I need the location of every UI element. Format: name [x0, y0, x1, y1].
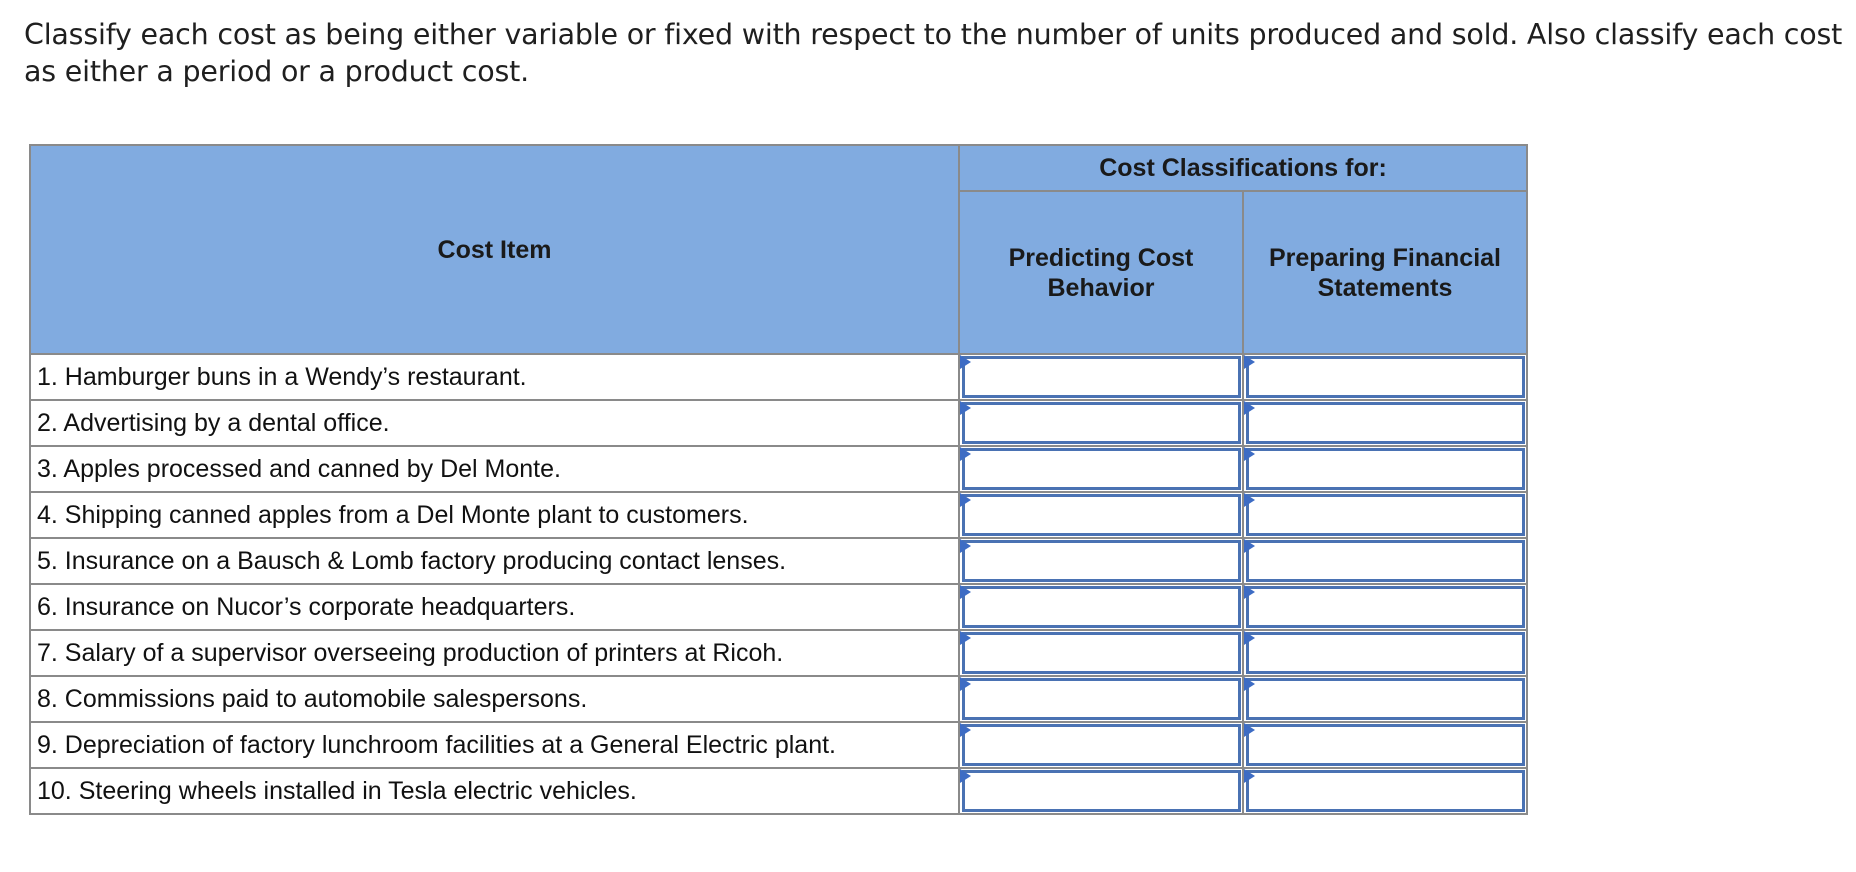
- dropdown-indicator-icon: [960, 355, 971, 369]
- dropdown-indicator-icon: [960, 493, 971, 507]
- cost-item-label: 5. Insurance on a Bausch & Lomb factory producing contact lenses.: [30, 538, 959, 584]
- dropdown-indicator-icon: [1244, 769, 1255, 783]
- dropdown-indicator-icon: [1244, 723, 1255, 737]
- dropdown-indicator-icon: [1244, 447, 1255, 461]
- answer-cell: [959, 446, 1243, 492]
- answer-cell: [1243, 768, 1527, 814]
- cost-item-label: 8. Commissions paid to automobile salespersons.: [30, 676, 959, 722]
- cost-item-label: 6. Insurance on Nucor’s corporate headquarters.: [30, 584, 959, 630]
- table-row: [30, 354, 1527, 400]
- table-row: [30, 400, 1527, 446]
- header-cost-item: Cost Item: [30, 145, 959, 354]
- header-predicting-cost-behavior: Predicting Cost Behavior: [959, 191, 1243, 354]
- header-cost-classifications: Cost Classifications for:: [959, 145, 1527, 191]
- dropdown-indicator-icon: [1244, 493, 1255, 507]
- cost-behavior-dropdown[interactable]: [962, 448, 1241, 490]
- cost-behavior-dropdown[interactable]: [962, 770, 1241, 812]
- cost-item-label: 2. Advertising by a dental office.: [30, 400, 959, 446]
- instructions-text: Classify each cost as being either variable or fixed with respect to the number of units produced and sold. Also classify each cost as either a period or a product cost.: [24, 18, 1843, 88]
- table-row: [30, 768, 1527, 814]
- answer-cell: [959, 630, 1243, 676]
- dropdown-indicator-icon: [960, 723, 971, 737]
- cost-behavior-dropdown[interactable]: [962, 724, 1241, 766]
- answer-cell: [1243, 630, 1527, 676]
- financial-statement-dropdown[interactable]: [1246, 448, 1525, 490]
- cost-behavior-dropdown[interactable]: [962, 494, 1241, 536]
- answer-cell: [959, 722, 1243, 768]
- answer-cell: [1243, 584, 1527, 630]
- answer-cell: [1243, 538, 1527, 584]
- cost-behavior-dropdown[interactable]: [962, 356, 1241, 398]
- cost-behavior-dropdown[interactable]: [962, 586, 1241, 628]
- cost-item-label: 9. Depreciation of factory lunchroom facilities at a General Electric plant.: [30, 722, 959, 768]
- financial-statement-dropdown[interactable]: [1246, 770, 1525, 812]
- financial-statement-dropdown[interactable]: [1246, 540, 1525, 582]
- answer-cell: [959, 492, 1243, 538]
- dropdown-indicator-icon: [1244, 401, 1255, 415]
- answer-cell: [1243, 676, 1527, 722]
- dropdown-indicator-icon: [960, 769, 971, 783]
- dropdown-indicator-icon: [960, 539, 971, 553]
- financial-statement-dropdown[interactable]: [1246, 678, 1525, 720]
- table-row: [30, 492, 1527, 538]
- answer-cell: [959, 676, 1243, 722]
- dropdown-indicator-icon: [1244, 585, 1255, 599]
- answer-cell: [1243, 492, 1527, 538]
- dropdown-indicator-icon: [960, 585, 971, 599]
- table-row: [30, 630, 1527, 676]
- cost-behavior-dropdown[interactable]: [962, 540, 1241, 582]
- cost-behavior-dropdown[interactable]: [962, 678, 1241, 720]
- financial-statement-dropdown[interactable]: [1246, 356, 1525, 398]
- dropdown-indicator-icon: [960, 631, 971, 645]
- financial-statement-dropdown[interactable]: [1246, 402, 1525, 444]
- cost-item-label: 3. Apples processed and canned by Del Monte.: [30, 446, 959, 492]
- table-row: [30, 584, 1527, 630]
- answer-cell: [959, 768, 1243, 814]
- financial-statement-dropdown[interactable]: [1246, 724, 1525, 766]
- cost-classification-table: [29, 144, 1528, 815]
- dropdown-indicator-icon: [1244, 539, 1255, 553]
- financial-statement-dropdown[interactable]: [1246, 586, 1525, 628]
- table-row: [30, 446, 1527, 492]
- cost-item-label: 1. Hamburger buns in a Wendy’s restaurant.: [30, 354, 959, 400]
- answer-cell: [959, 584, 1243, 630]
- table-row: [30, 676, 1527, 722]
- cost-item-label: 7. Salary of a supervisor overseeing production of printers at Ricoh.: [30, 630, 959, 676]
- answer-cell: [1243, 722, 1527, 768]
- answer-cell: [1243, 446, 1527, 492]
- answer-cell: [959, 400, 1243, 446]
- cost-behavior-dropdown[interactable]: [962, 402, 1241, 444]
- cost-item-label: 4. Shipping canned apples from a Del Monte plant to customers.: [30, 492, 959, 538]
- cost-item-label: 10. Steering wheels installed in Tesla electric vehicles.: [30, 768, 959, 814]
- table-row: [30, 722, 1527, 768]
- financial-statement-dropdown[interactable]: [1246, 494, 1525, 536]
- dropdown-indicator-icon: [960, 447, 971, 461]
- dropdown-indicator-icon: [960, 401, 971, 415]
- answer-cell: [1243, 354, 1527, 400]
- dropdown-indicator-icon: [1244, 631, 1255, 645]
- dropdown-indicator-icon: [960, 677, 971, 691]
- answer-cell: [1243, 400, 1527, 446]
- dropdown-indicator-icon: [1244, 677, 1255, 691]
- answer-cell: [959, 354, 1243, 400]
- dropdown-indicator-icon: [1244, 355, 1255, 369]
- answer-cell: [959, 538, 1243, 584]
- table-row: [30, 538, 1527, 584]
- financial-statement-dropdown[interactable]: [1246, 632, 1525, 674]
- cost-behavior-dropdown[interactable]: [962, 632, 1241, 674]
- header-preparing-financial-statements: Preparing Financial Statements: [1243, 191, 1527, 354]
